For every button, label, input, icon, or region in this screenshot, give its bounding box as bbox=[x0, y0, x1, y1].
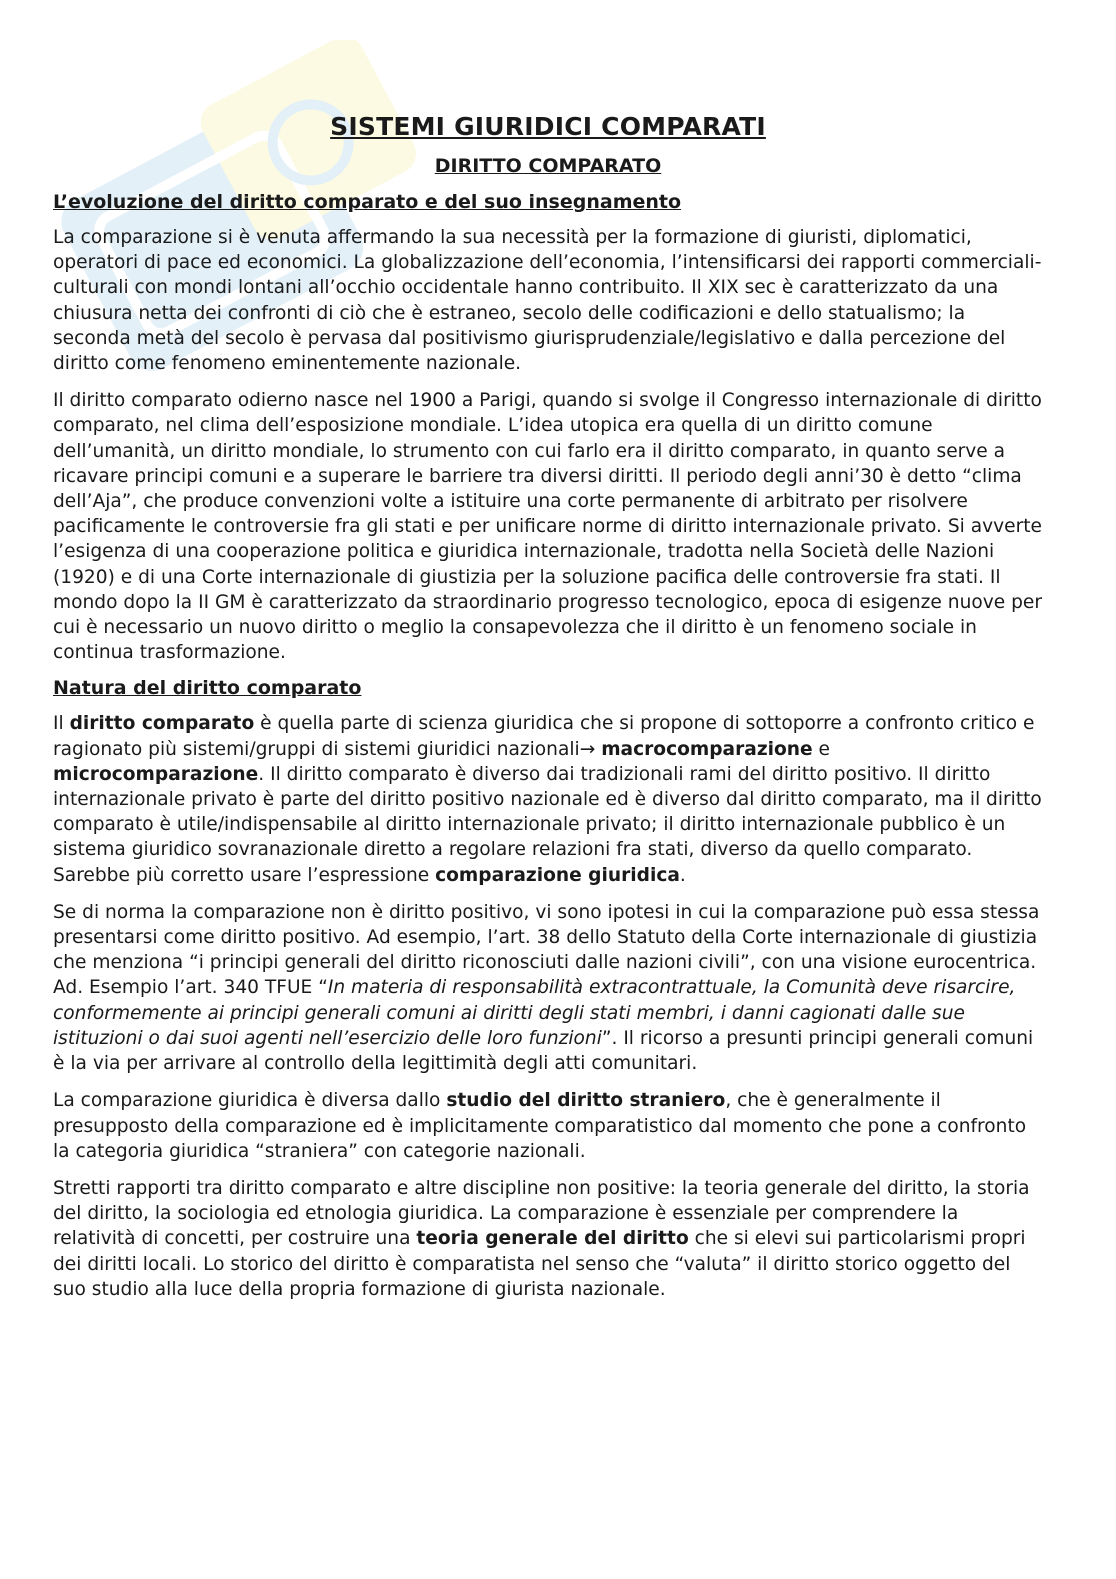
paragraph: Stretti rapporti tra diritto comparato e altre discipline non positive: la teoria generale del diritto, la storia del diritto, la sociologia ed etnologia giuridica. La comparazione è essenziale per comprendere la relatività di concetti, per costruire una teoria generale del diritto che si elevi sui particolarismi propri dei diritti locali. Lo storico del diritto è comparatista nel senso che “valuta” il diritto storico oggetto del suo studio alla luce della propria formazione di giurista nazionale. bbox=[53, 1177, 1030, 1300]
section-heading-evoluzione: L’evoluzione del diritto comparato e del suo insegnamento bbox=[53, 191, 682, 213]
section-heading-natura: Natura del diritto comparato bbox=[53, 677, 362, 700]
paragraph: La comparazione giuridica è diversa dallo studio del diritto straniero, che è generalmente il presupposto della comparazione ed è implicitamente comparatistico dal momento che pone a confronto la categoria giuridica “straniera” con categorie nazionali. bbox=[53, 1090, 1027, 1162]
document-subtitle: DIRITTO COMPARATO bbox=[434, 155, 662, 177]
document-page bbox=[53, 112, 1043, 1314]
paragraph: Se di norma la comparazione non è diritto positivo, vi sono ipotesi in cui la comparazione può essa stessa presentarsi come diritto positivo. Ad esempio, l’art. 38 dello Statuto della Corte internazionale di giustizia che menziona “i principi generali del diritto riconosciuti dalle nazioni civili”, con una visione eurocentrica. Ad. Esempio l’art. 340 TFUE “In materia di responsabilità extracontrattuale, la Comunità deve risarcire, conformemente ai principi generali comuni ai diritti degli stati membri, i danni cagionati dalle sue istituzioni o dai suoi agenti nell’esercizio delle loro funzioni”. Il ricorso a presunti principi generali comuni è la via per arrivare al controllo della legittimità degli atti comunitari. bbox=[53, 901, 1040, 1075]
document-title: SISTEMI GIURIDICI COMPARATI bbox=[330, 112, 766, 141]
paragraph: Il diritto comparato odierno nasce nel 1900 a Parigi, quando si svolge il Congresso internazionale di diritto comparato, nel clima dell’esposizione mondiale. L’idea utopica era quella di un diritto comune dell’umanità, un diritto mondiale, lo strumento con cui farlo era il diritto comparato, in quanto serve a ricavare principi comuni e a superare le barriere tra diversi diritti. Il periodo degli anni’30 è detto “clima dell’Aja”, che produce convenzioni volte a istituire una corte permanente di arbitrato per risolvere pacificamente le controversie fra gli stati e per unificare norme di diritto internazionale privato. Si avverte l’esigenza di una cooperazione politica e giuridica internazionale, tradotta nella Società delle Nazioni (1920) e di una Corte internazionale di giustizia per la soluzione pacifica delle controversie fra stati. Il mondo dopo la II GM è caratterizzato da straordinario progresso tecnologico, epoca di esigenze nuove per cui è necessario un nuovo diritto o meglio la consapevolezza che il diritto è un fenomeno sociale in continua trasformazione. bbox=[53, 390, 1042, 664]
paragraph: Il diritto comparato è quella parte di scienza giuridica che si propone di sottoporre a confronto critico e ragionato più sistemi/gruppi di sistemi giuridici nazionali→ macrocomparazione e microcomparazione. Il diritto comparato è diverso dai tradizionali rami del diritto positivo. Il diritto internazionale privato è parte del diritto positivo nazionale ed è diverso dal diritto comparato, ma il diritto comparato è utile/indispensabile al diritto internazionale privato; il diritto internazionale pubblico è un sistema giuridico sovranazionale diretto a regolare relazioni fra stati, diverso da quello comparato. Sarebbe più corretto usare l’espressione comparazione giuridica. bbox=[53, 713, 1042, 886]
paragraph: La comparazione si è venuta affermando la sua necessità per la formazione di giuristi, diplomatici, operatori di pace ed economici. La globalizzazione dell’economia, l’intensificarsi dei rapporti commerciali-culturali con mondi lontani all’occhio occidentale hanno contribuito. Il XIX sec è caratterizzato da una chiusura netta dei confronti di ciò che è estraneo, secolo delle codificazioni e dello statualismo; la seconda metà del secolo è pervasa dal positivismo giurisprudenziale/legislativo e dalla percezione del diritto come fenomeno eminentemente nazionale. bbox=[53, 227, 1042, 375]
